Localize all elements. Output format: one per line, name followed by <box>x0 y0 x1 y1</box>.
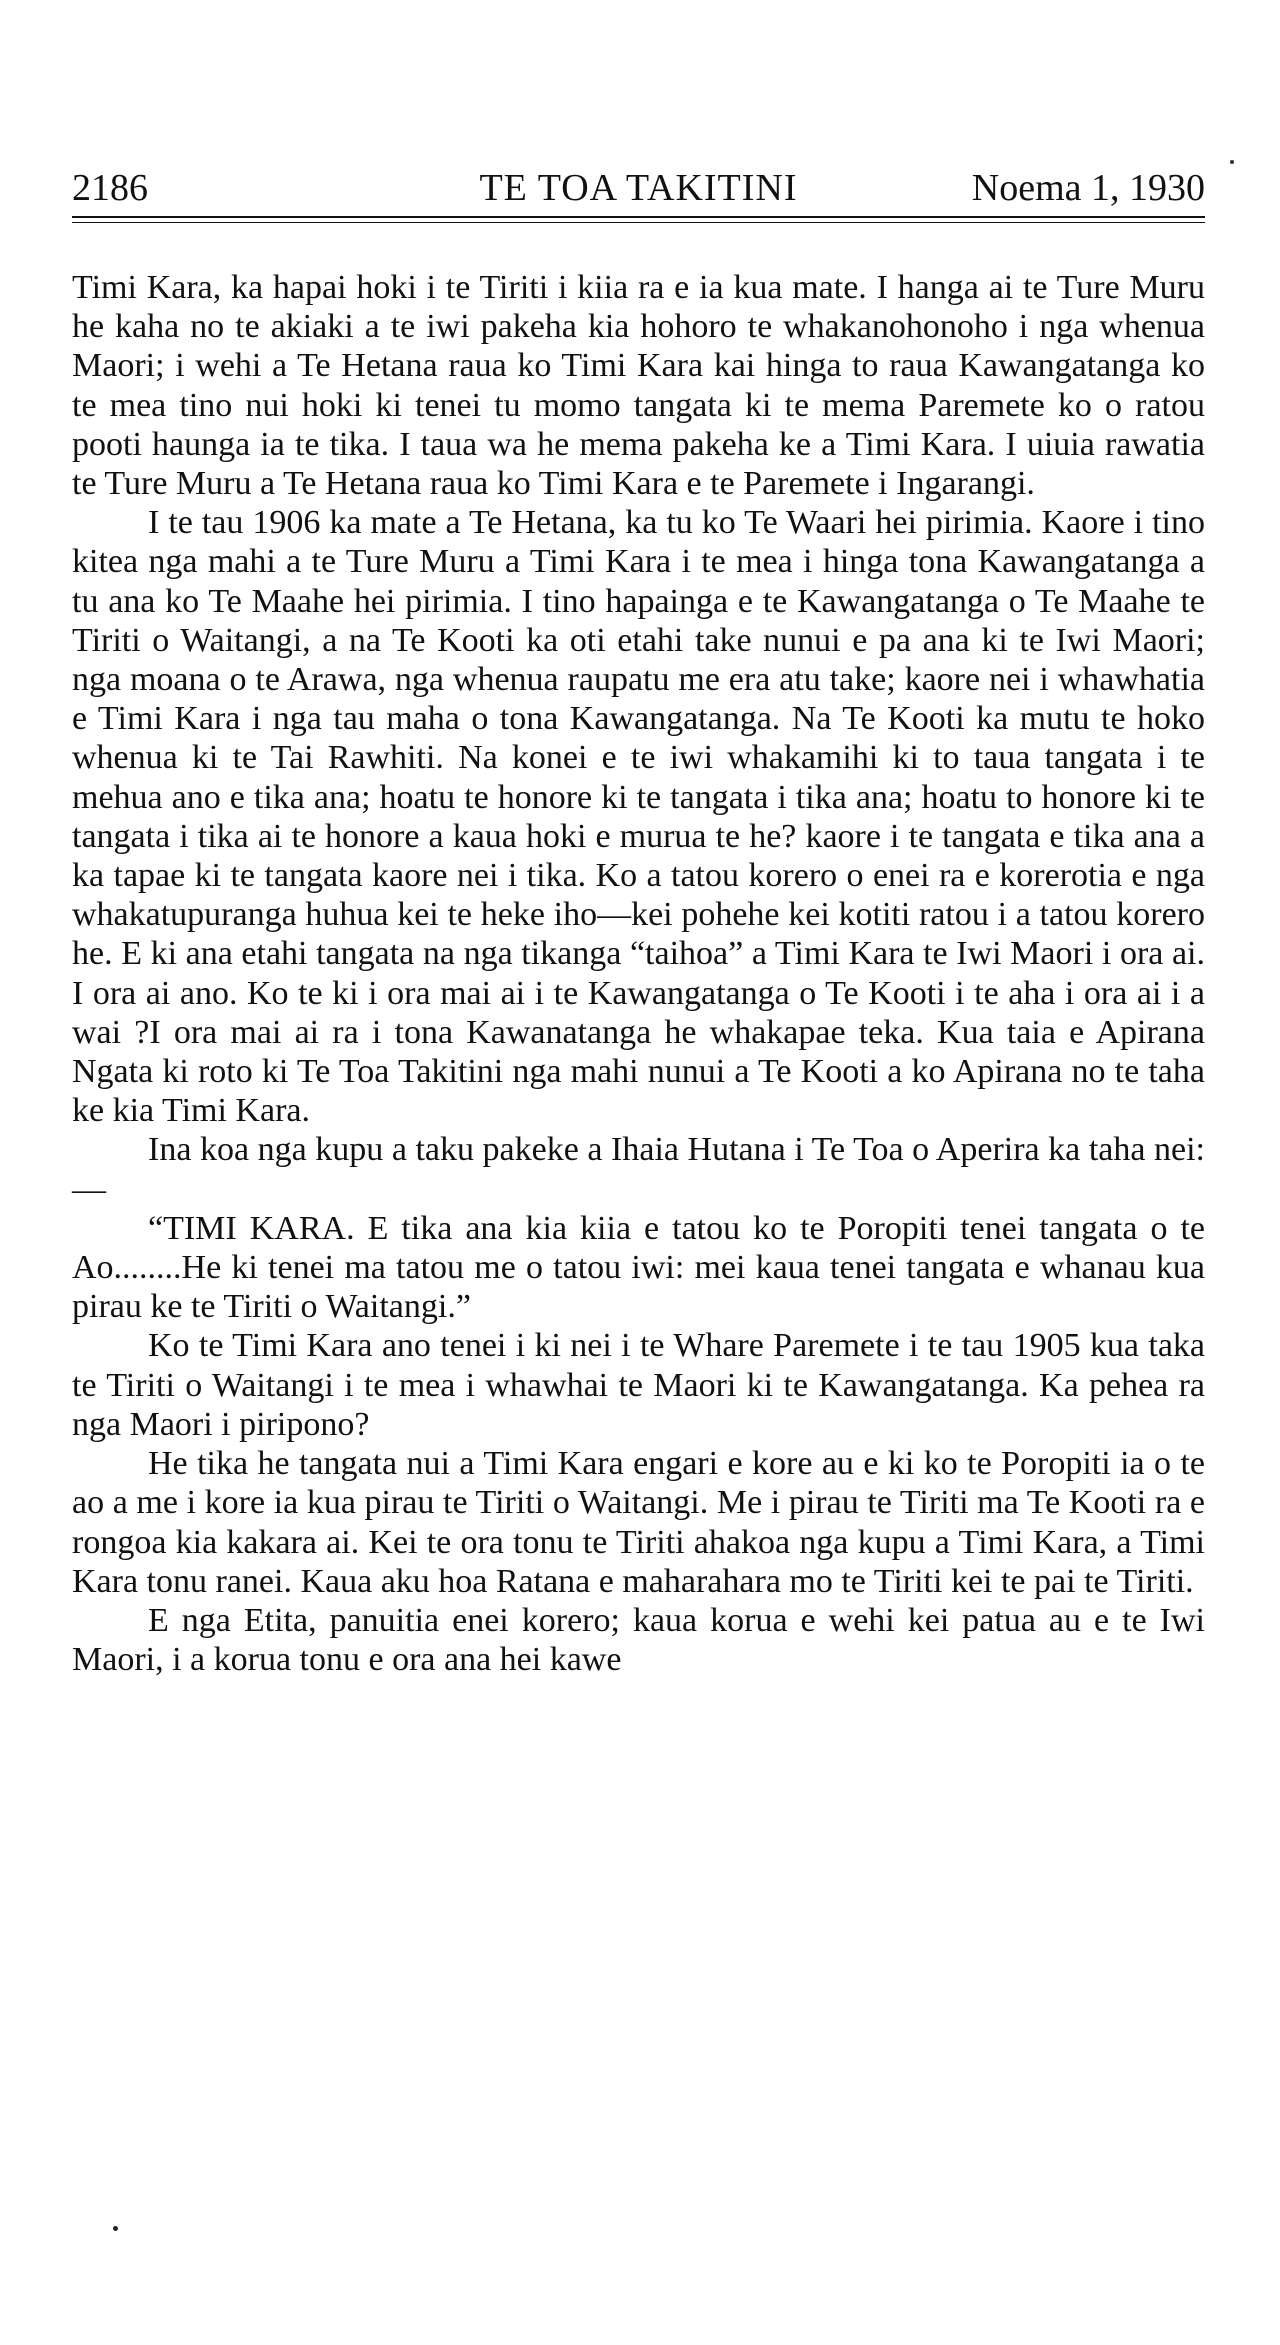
print-speck <box>1230 160 1234 164</box>
header-rule <box>72 216 1205 218</box>
print-speck <box>113 2226 118 2231</box>
paragraph: Ko te Timi Kara ano tenei i ki nei i te Whare Paremete i te tau 1905 kua taka te Tiriti o Waitangi i te mea i whawhai te Maori ki te Kawangatanga. Ka pehea ra nga Maori i piripono? <box>72 1327 1205 1443</box>
issue-date: Noema 1, 1930 <box>971 167 1205 209</box>
page-number: 2186 <box>72 167 148 209</box>
paragraph: Timi Kara, ka hapai hoki i te Tiriti i kiia ra e ia kua mate. I hanga ai te Ture Muru he kaha no te akiaki a te iwi pakeha kia hohoro te whakanohonoho i nga whenua Maori; i wehi a Te Hetana raua ko Timi Kara kai hinga to raua Kawangatanga ko te mea tino nui hoki ki tenei tu momo tangata ki te mema Paremete ko o ratou pooti haunga ia te tika. I taua wa he mema pakeha ke a Timi Kara. I uiuia rawatia te Ture Muru a Te Hetana raua ko Timi Kara e te Paremete i Ingarangi. <box>72 269 1205 503</box>
quoted-paragraph: “TIMI KARA. E tika ana kia kiia e tatou ko te Poropiti tenei tangata o te Ao........He ki tenei ma tatou me o tatou iwi: mei kaua tenei tangata e whanau kua pirau ke te Tiriti o Waitangi.” <box>72 1209 1205 1326</box>
article-body <box>72 268 1205 1679</box>
paragraph: E nga Etita, panuitia enei korero; kaua korua e wehi kei patua au e te Iwi Maori, i a korua tonu e ora ana hei kawe <box>72 1601 1205 1679</box>
header-rule-thin <box>72 222 1205 223</box>
paragraph: He tika he tangata nui a Timi Kara engari e kore au e ki ko te Poropiti ia o te ao a me i kore ia kua pirau te Tiriti o Waitangi. Me i pirau te Tiriti ma Te Kooti ra e rongoa kia kakara ai. Kei te ora tonu te Tiriti ahakoa nga kupu a Timi Kara, a Timi Kara tonu ranei. Kaua aku hoa Ratana e maharahara mo te Tiriti kei te pai te Tiriti. <box>72 1445 1205 1600</box>
paragraph: Ina koa nga kupu a taku pakeke a Ihaia Hutana i Te Toa o Aperira ka taha nei:— <box>72 1131 1205 1208</box>
paragraph: I te tau 1906 ka mate a Te Hetana, ka tu ko Te Waari hei pirimia. Kaore i tino kitea nga mahi a te Ture Muru a Timi Kara i te mea i hinga tona Kawangatanga a tu ana ko Te Maahe hei pirimia. I tino hapainga e te Kawangatanga o Te Maahe te Tiriti o Waitangi, a na Te Kooti ka oti etahi take nunui e pa ana ki te Iwi Maori; nga moana o te Arawa, nga whenua raupatu me era atu take; kaore nei i whawhatia e Timi Kara i nga tau maha o tona Kawangatanga. Na Te Kooti ka mutu te hoko whenua ki te Tai Rawhiti. Na konei e te iwi whakamihi ki to taua tangata i te mehua ano e tika ana; hoatu te honore ki te tangata i tika ana; hoatu to honore ki te tangata i tika ai te honore a kaua hoki e murua te he? kaore i te tangata e tika ana a ka tapae ki te tangata kaore nei i tika. Ko a tatou korero o enei ra e korerotia e nga whakatupuranga huhua kei te heke iho—kei pohehe kei kotiti ratou i a tatou korero he. E ki ana etahi tangata na nga tikanga “taihoa” a Timi Kara te Iwi Maori i ora ai. I ora ai ano. Ko te ki i ora mai ai i te Kawangatanga o Te Kooti i te aha i ora ai i a wai ?I ora mai ai ra i tona Kawanatanga he whakapae teka. Kua taia e Apirana Ngata ki roto ki Te Toa Takitini nga mahi nunui a Te Kooti a ko Apirana no te taha ke kia Timi Kara. <box>72 504 1205 1130</box>
running-header <box>72 165 1205 211</box>
publication-title: TE TOA TAKITINI <box>479 167 798 209</box>
